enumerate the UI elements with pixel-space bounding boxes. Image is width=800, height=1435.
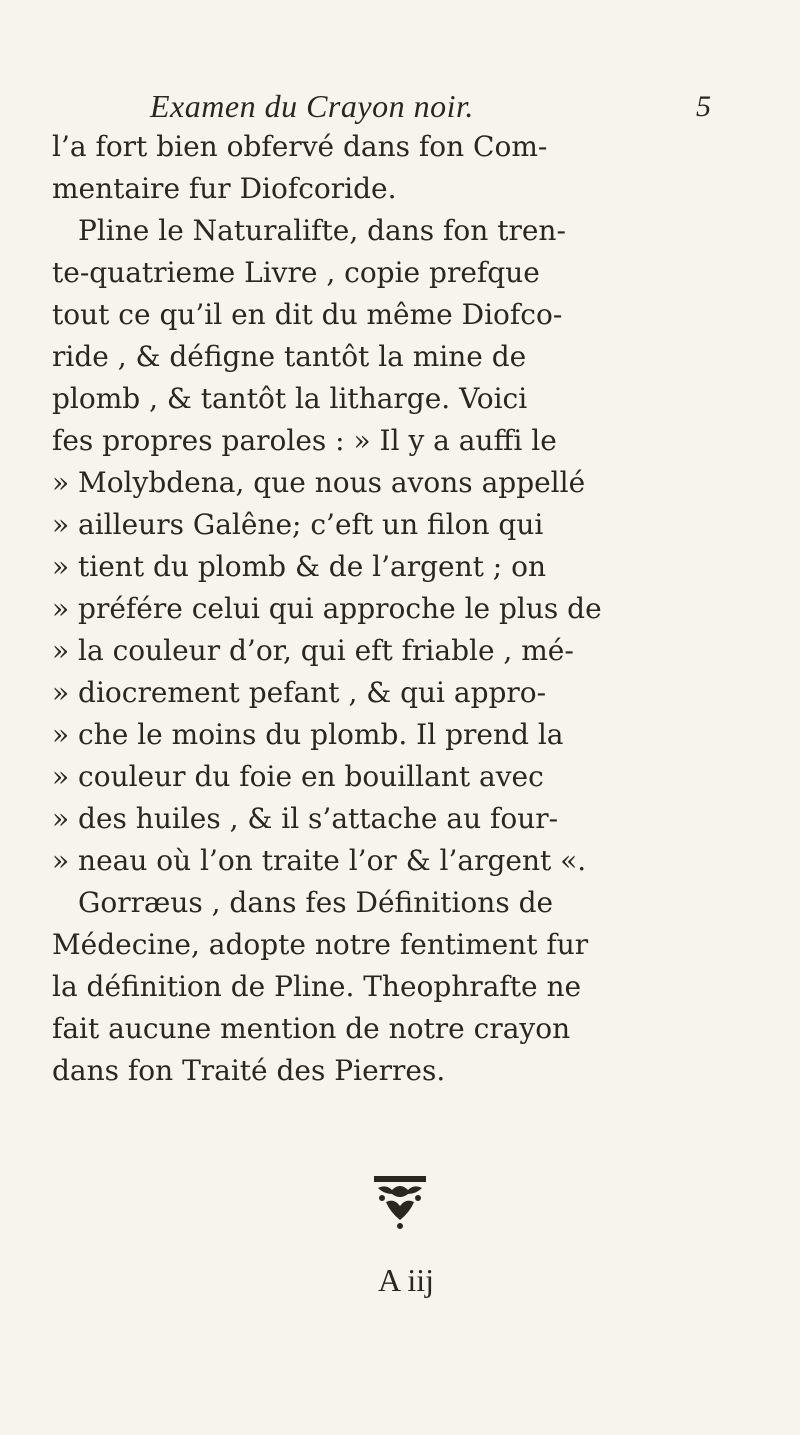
running-head [0,88,800,128]
signature-text: A iij [378,1262,435,1298]
text-line: fait aucune mention de notre crayon [52,1012,571,1045]
text-line: » des huiles , & il s’attache au four- [52,802,559,835]
text-line: » neau où l’on traite l’or & l’argent «. [52,844,587,877]
text-line: tout ce qu’il en dit du même Diofco- [52,298,563,331]
text-line: » préfére celui qui approche le plus de [52,592,602,625]
text-line: » Molybdena, que nous avons appellé [52,466,586,499]
text-line: la définition de Pline. Theophrafte ne [52,970,582,1003]
text-line: mentaire fur Diofcoride. [52,172,397,205]
text-line: te-quatrieme Livre , copie prefque [52,256,540,289]
text-line: » diocrement pefant , & qui appro- [52,676,547,709]
text-line: plomb , & tantôt la litharge. Voici [52,382,528,415]
text-line: » couleur du foie en bouillant avec [52,760,544,793]
text-line: Gorræus , dans fes Définitions de [78,886,554,919]
text-line: dans fon Traité des Pierres. [52,1054,446,1087]
text-line: l’a fort bien obfervé dans fon Com- [52,130,548,163]
text-line: Médecine, adopte notre fentiment fur [52,928,589,961]
page-number: 5 [696,90,711,123]
text-line: fes propres paroles : » Il y a auffi le [52,424,557,457]
text-line: » la couleur d’or, qui eft friable , mé- [52,634,574,667]
text-line: ride , & défigne tantôt la mine de [52,340,527,373]
text-line: » tient du plomb & de l’argent ; on [52,550,547,583]
running-title: Examen du Crayon noir. [150,88,474,124]
text-line: » che le moins du plomb. Il prend la [52,718,564,751]
signature-mark [0,1262,800,1302]
text-line: Pline le Naturalifte, dans fon tren- [78,214,566,247]
text-line: » ailleurs Galêne; c’eft un filon qui [52,508,544,541]
fleuron-ornament-icon [372,1174,428,1232]
